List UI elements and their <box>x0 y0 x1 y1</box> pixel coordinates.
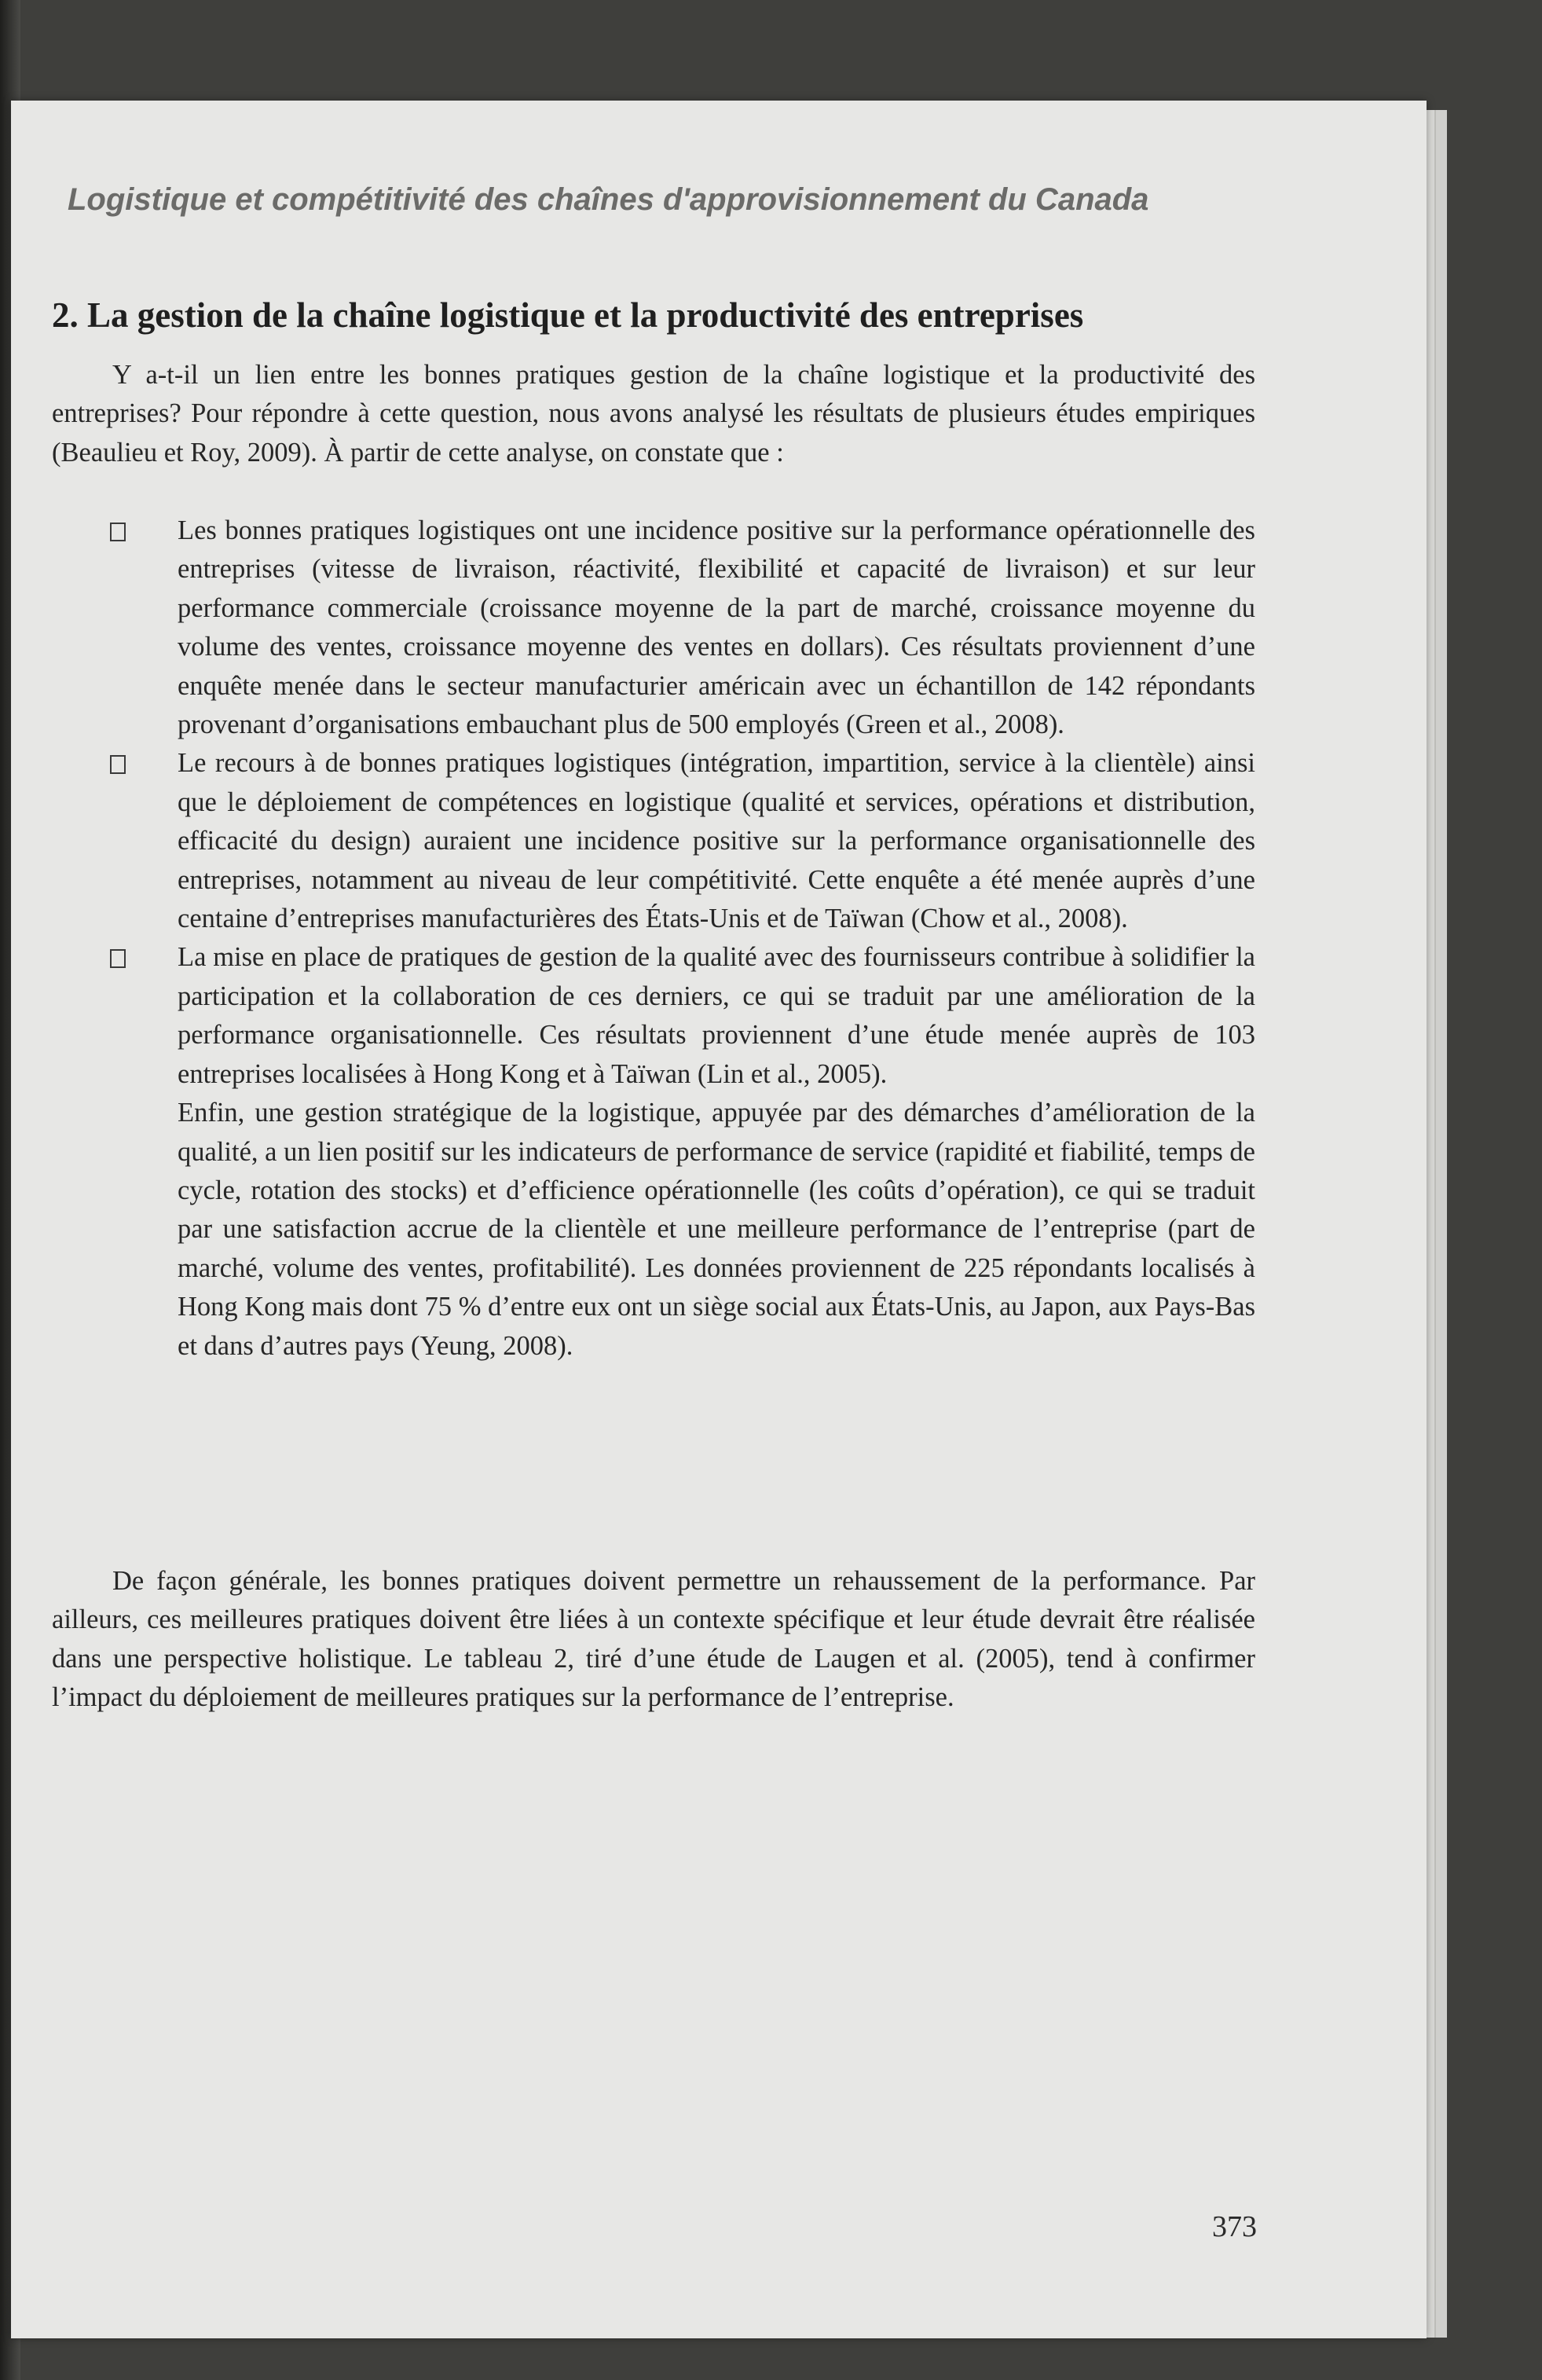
page-edge <box>1434 110 1447 2338</box>
bullet-list <box>110 512 1255 1366</box>
bullet-continuation-text: Enfin, une gestion stratégique de la logistique, appuyée par des démarches d’amélioration de la qualité, a un lien positif sur les indicateurs de performance de service (rapidité et fiabilité, temps de cycle, rotation des stocks) et d’efficience opérationnelle (les coûts d’opération), ce qui se traduit par une satisfaction accrue de la clientèle et une meilleure performance de l’entreprise (part de marché, volume des ventes, profitabilité). Les données proviennent de 225 répondants localisés à Hong Kong mais dont 75 % d’entre eux ont un siège social aux États-Unis, au Japon, aux Pays-Bas et dans d’autres pays (Yeung, 2008). <box>178 1098 1255 1361</box>
checkbox-bullet-icon <box>110 523 126 541</box>
list-item <box>110 938 1255 1365</box>
section-heading: 2. La gestion de la chaîne logistique et la productivité des entreprises <box>52 295 1084 335</box>
bullet-text: Les bonnes pratiques logistiques ont une incidence positive sur la performance opérationnelle des entreprises (vitesse de livraison, réactivité, flexibilité et capacité de livraison) et sur leur performance commerciale (croissance moyenne de la part de marché, croissance moyenne du volume des ventes, croissance moyenne des ventes en dollars). Ces résultats proviennent d’une enquête menée dans le secteur manufacturier américain avec un échantillon de 142 répondants provenant d’organisations embauchant plus de 500 employés (Green et al., 2008). <box>178 515 1255 740</box>
bullet-text: Le recours à de bonnes pratiques logistiques (intégration, impartition, service à la clientèle) ainsi que le déploiement de compétences en logistique (qualité et services, opérations et distribution, efficacité du design) auraient une incidence positive sur la performance organisationnelle des entreprises, notamment au niveau de leur compétitivité. Cette enquête a été menée auprès d’une centaine d’entreprises manufacturières des États-Unis et de Taïwan (Chow et al., 2008). <box>178 748 1255 934</box>
list-item <box>110 512 1255 744</box>
checkbox-bullet-icon <box>110 949 126 968</box>
checkbox-bullet-icon <box>110 755 126 774</box>
closing-paragraph: De façon générale, les bonnes pratiques doivent permettre un rehaussement de la performance. Par ailleurs, ces meilleures pratiques doivent être liées à un contexte spécifique et leur étude devrait être réalisée dans une perspective holistique. Le tableau 2, tiré d’une étude de Laugen et al. (2005), tend à confirmer l’impact du déploiement de meilleures pratiques sur la performance de l’entreprise. <box>52 1566 1255 1713</box>
running-head: Logistique et compétitivité des chaînes d'approvisionnement du Canada <box>68 182 1149 217</box>
bullet-text: La mise en place de pratiques de gestion de la qualité avec des fournisseurs contribue à solidifier la participation et la collaboration de ces derniers, ce qui se traduit par une amélioration de la performance organisationnelle. Ces résultats proviennent d’une étude menée auprès de 103 entreprises localisées à Hong Kong et à Taïwan (Lin et al., 2005). <box>178 942 1255 1089</box>
intro-paragraph <box>52 356 1255 472</box>
intro-text: Y a-t-il un lien entre les bonnes pratiques gestion de la chaîne logistique et la productivité des entreprises? Pour répondre à cette question, nous avons analysé les résultats de plusieurs études empiriques (Beaulieu et Roy, 2009). À partir de cette analyse, on constate que : <box>52 360 1255 468</box>
list-item <box>110 744 1255 938</box>
page-number: 373 <box>1212 2210 1257 2243</box>
